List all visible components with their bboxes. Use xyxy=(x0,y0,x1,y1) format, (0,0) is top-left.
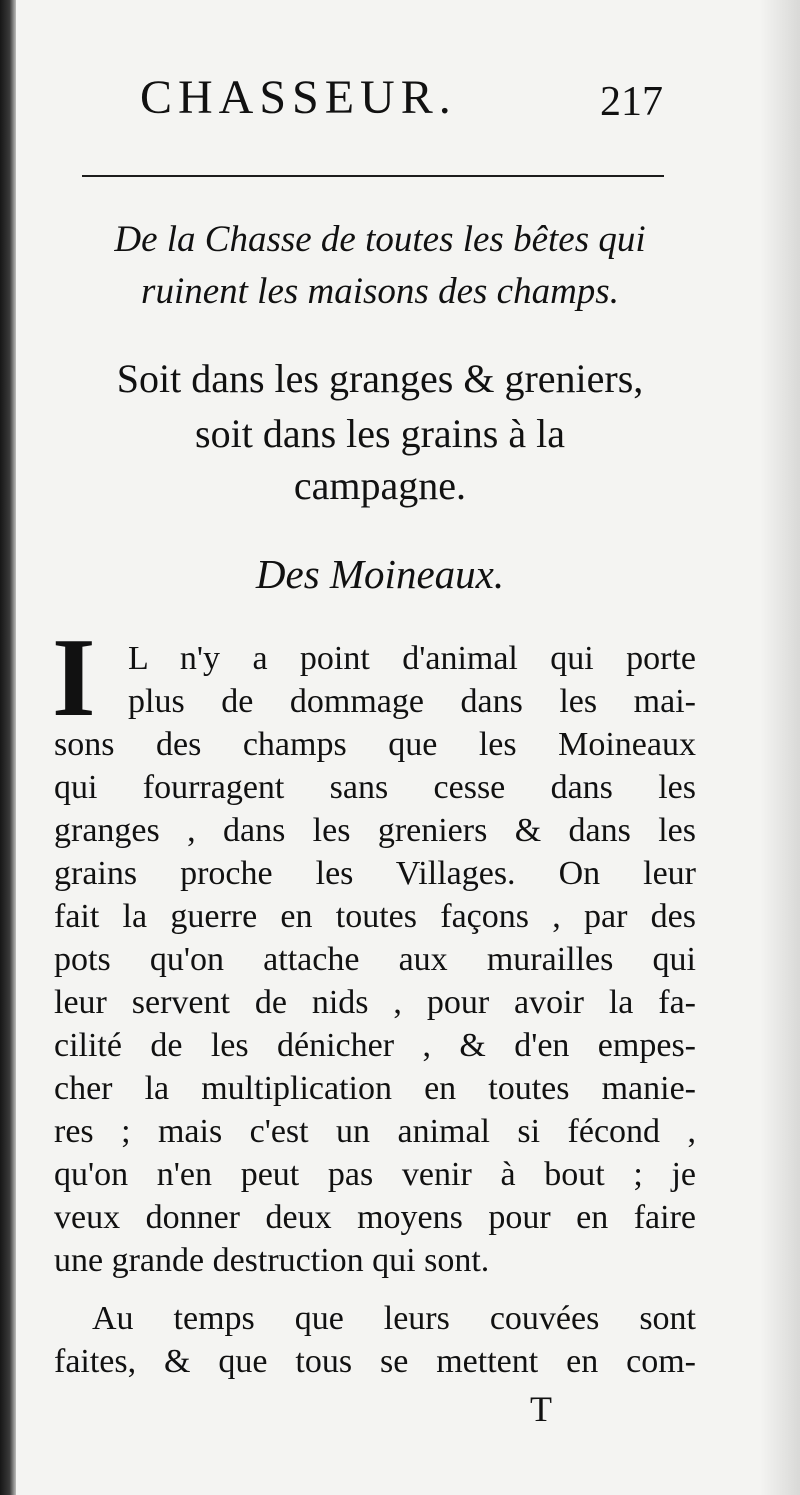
section-title: Des Moineaux. xyxy=(255,551,505,597)
body-line-1: L n'y a point d'animal qui porte xyxy=(128,640,696,677)
body-line-5: granges , dans les greniers & dans les xyxy=(54,812,696,849)
body-line-8: pots qu'on attache aux murailles qui xyxy=(54,941,696,978)
body-line-13: qu'on n'en peut pas venir à bout ; je xyxy=(54,1156,696,1193)
body-line-10: cilité de les dénicher , & d'en empes- xyxy=(54,1027,696,1064)
body-line-11: cher la multiplication en toutes manie- xyxy=(54,1070,696,1107)
chapter-title-line-1: De la Chasse de toutes les bêtes qui xyxy=(114,219,646,260)
body-line-6: grains proche les Villages. On leur xyxy=(54,855,696,892)
chapter-title-line-2: ruinent les maisons des champs. xyxy=(141,271,619,312)
page-number: 217 xyxy=(600,79,663,125)
drop-cap: I xyxy=(52,616,96,740)
header-rule xyxy=(82,175,664,177)
body-line-3: sons des champs que les Moineaux xyxy=(54,726,696,763)
page-spine-shadow xyxy=(0,0,16,1495)
body-line-17: faites, & que tous se mettent en com- xyxy=(54,1343,696,1380)
catchword: T xyxy=(530,1389,552,1429)
body-line-14: veux donner deux moyens pour en faire xyxy=(54,1199,696,1236)
body-line-9: leur servent de nids , pour avoir la fa- xyxy=(54,984,696,1021)
chapter-subtitle-line-2: soit dans les grains à la xyxy=(195,411,565,456)
page-edge-shading xyxy=(760,0,800,1495)
body-line-4: qui fourragent sans cesse dans les xyxy=(54,769,696,806)
chapter-subtitle-line-1: Soit dans les granges & greniers, xyxy=(116,356,644,401)
chapter-subtitle-line-3: campagne. xyxy=(293,463,467,508)
body-line-16: Au temps que leurs couvées sont xyxy=(92,1300,696,1337)
body-line-7: fait la guerre en toutes façons , par des xyxy=(54,898,696,935)
body-line-2: plus de dommage dans les mai- xyxy=(128,683,696,720)
body-line-15: une grande destruction qui sont. xyxy=(54,1242,490,1279)
body-line-12: res ; mais c'est un animal si fécond , xyxy=(54,1113,696,1150)
running-head: CHASSEUR. xyxy=(140,71,457,124)
